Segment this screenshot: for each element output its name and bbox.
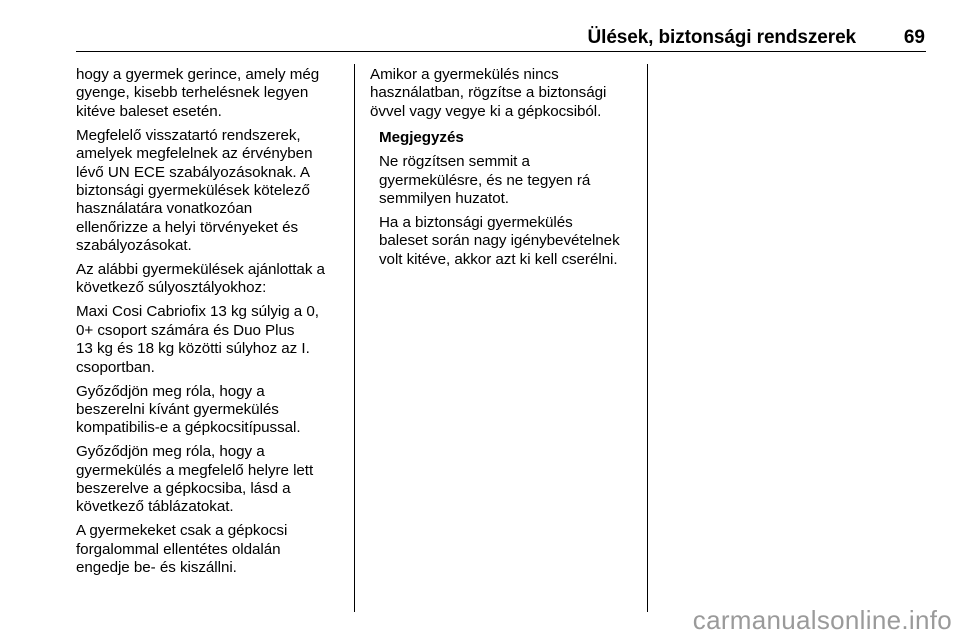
paragraph: Győződjön meg róla, hogy a beszerelni kívánt gyermekülés kompatibilis-e a gépkocsitípussal.	[76, 382, 301, 437]
watermark[interactable]: carmanualsonline.info	[692, 605, 952, 635]
section-title: Ülések, biztonsági rendszerek	[587, 27, 856, 48]
left-column	[76, 66, 352, 583]
paragraph: A gyermekeket csak a gépkocsi forgalommal ellentétes oldalán engedje be- és kiszállni.	[76, 522, 288, 577]
paragraph: hogy a gyermek gerince, amely még gyenge, kisebb terhelésnek legyen kitéve baleset esetén.	[76, 66, 320, 120]
column-divider-right	[647, 64, 648, 612]
paragraph: Győződjön meg róla, hogy a gyermekülés a megfelelő helyre lett beszerelve a gépkocsiba, lásd a következő táblázatokat.	[76, 443, 314, 516]
middle-column	[370, 66, 642, 275]
paragraph: Megfelelő visszatartó rendszerek, amelyek megfelelnek az érvényben lévő UN ECE szabályozásoknak. A biztonsági gyermekülések kötelező használatára vonatkozóan ellenőrizze a helyi törvényeket és szabályozásokat.	[76, 126, 313, 255]
note-paragraph: Ha a biztonsági gyermekülés baleset során nagy igénybevételnek volt kitéve, akkor azt ki kell cserélni.	[379, 213, 620, 268]
note-box	[379, 129, 642, 269]
note-title: Megjegyzés	[379, 129, 464, 147]
page-header	[0, 0, 960, 60]
page-number: 69	[903, 27, 925, 48]
paragraph: Maxi Cosi Cabriofix 13 kg súlyig a 0, 0+ csoport számára és Duo Plus 13 kg és 18 kg közötti súlyhoz az I. csoportban.	[76, 303, 319, 376]
column-divider-left	[354, 64, 355, 612]
paragraph: Amikor a gyermekülés nincs használatban, rögzítse a biztonsági övvel vagy vegye ki a gépkocsiból.	[370, 66, 607, 120]
note-paragraph: Ne rögzítsen semmit a gyermekülésre, és ne tegyen rá semmilyen huzatot.	[379, 153, 591, 207]
header-rule	[76, 51, 926, 52]
paragraph: Az alábbi gyermekülések ajánlottak a következő súlyosztályokhoz:	[76, 261, 325, 297]
